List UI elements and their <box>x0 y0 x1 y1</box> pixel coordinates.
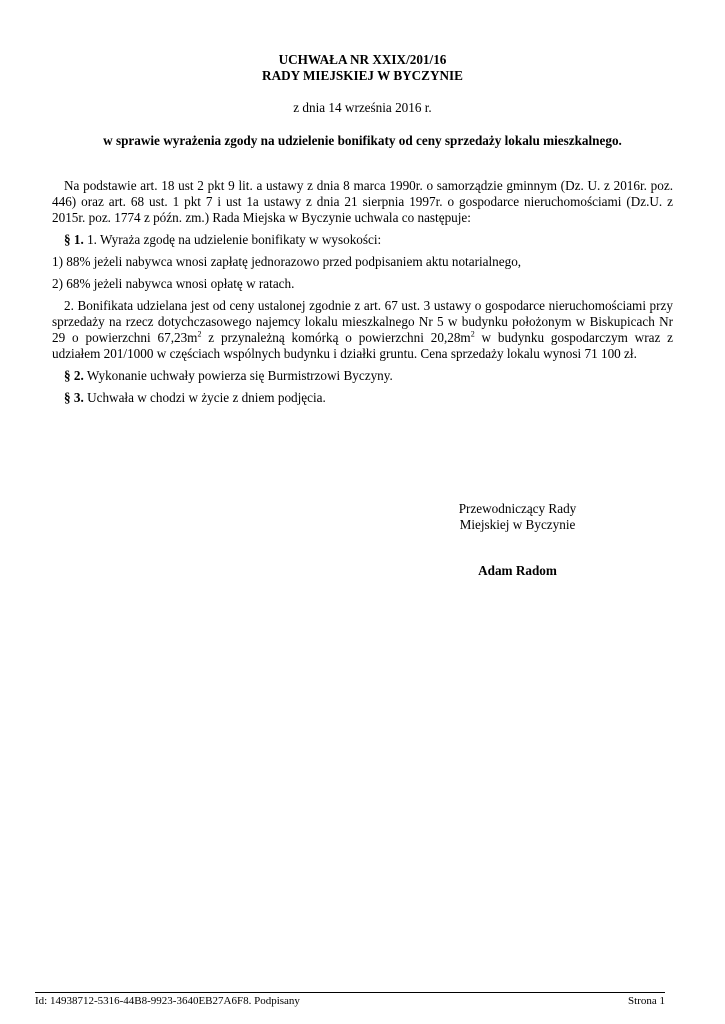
superscript: 2 <box>197 329 202 339</box>
section-3-text: Uchwała w chodzi w życie z dniem podjęcia. <box>83 390 326 405</box>
section-3-label: § 3. <box>64 390 84 405</box>
paragraph-2-part-c: w budynku gospodarczym wraz z udziałem 201/1000 w częściach wspólnych budynku i działki gruntu. Cena sprzedaży lokalu wynosi 71 100 zł. <box>52 330 673 361</box>
footer-document-id: Id: 14938712-5316-44B8-9923-3640EB27A6F8. Podpisany <box>35 995 300 1007</box>
signature-role <box>400 501 635 533</box>
list-item: 1) 88% jeżeli nabywca wnosi zapłatę jednorazowo przed podpisaniem aktu notarialnego, <box>52 254 522 269</box>
preamble: Na podstawie art. 18 ust 2 pkt 9 lit. a ustawy z dnia 8 marca 1990r. o samorządzie gminnym (Dz. U. z 2016r. poz. 446) oraz art. 68 ust. 1 pkt 7 i ust 1a ustawy z dnia 21 sierpnia 1997r. o gospodarce nieruchomościami (Dz.U. z 2015r. poz. 1774 z późn. zm.) Rada Miejska w Byczynie uchwala co następuje: <box>52 178 673 225</box>
resolution-subject: w sprawie wyrażenia zgody na udzielenie bonifikaty od ceny sprzedaży lokalu mieszkalnego. <box>103 133 622 148</box>
section-1 <box>52 232 673 248</box>
signature-role-line-1: Przewodniczący Rady <box>458 501 577 516</box>
paragraph-2-part-a: 2. Bonifikata udzielana jest od ceny ustalonej zgodnie z art. 67 ust. 3 ustawy o gospodarce nieruchomościami przy sprzedaży na rzecz dotychczasowego najemcy lokalu mieszkalnego Nr 5 w budynku położonym w Biskupicach Nr 29 o powierzchni 67,23m <box>52 298 673 345</box>
section-1-label: § 1. <box>64 232 84 247</box>
superscript: 2 <box>470 329 475 339</box>
paragraph-2 <box>52 298 673 362</box>
section-3 <box>52 390 673 406</box>
resolution-date: z dnia 14 września 2016 r. <box>293 100 432 115</box>
section-1-text: 1. Wyraża zgodę na udzielenie bonifikaty w wysokości: <box>83 232 382 247</box>
signature-name: Adam Radom <box>478 563 557 578</box>
title-line-1: UCHWAŁA NR XXIX/201/16 <box>278 52 447 67</box>
resolution-body <box>52 178 673 406</box>
signature-role-line-2: Miejskiej w Byczynie <box>459 517 576 532</box>
list-item: 2) 68% jeżeli nabywca wnosi opłatę w ratach. <box>52 276 295 291</box>
resolution-title <box>0 52 725 84</box>
footer-page-number: Strona 1 <box>628 995 665 1007</box>
title-line-2: RADY MIEJSKIEJ W BYCZYNIE <box>262 68 463 83</box>
section-2-text: Wykonanie uchwały powierza się Burmistrzowi Byczyny. <box>83 368 393 383</box>
footer-divider <box>35 992 665 993</box>
section-2 <box>52 368 673 384</box>
section-2-label: § 2. <box>64 368 84 383</box>
paragraph-2-part-b: z przynależną komórką o powierzchni 20,28m <box>201 330 471 345</box>
